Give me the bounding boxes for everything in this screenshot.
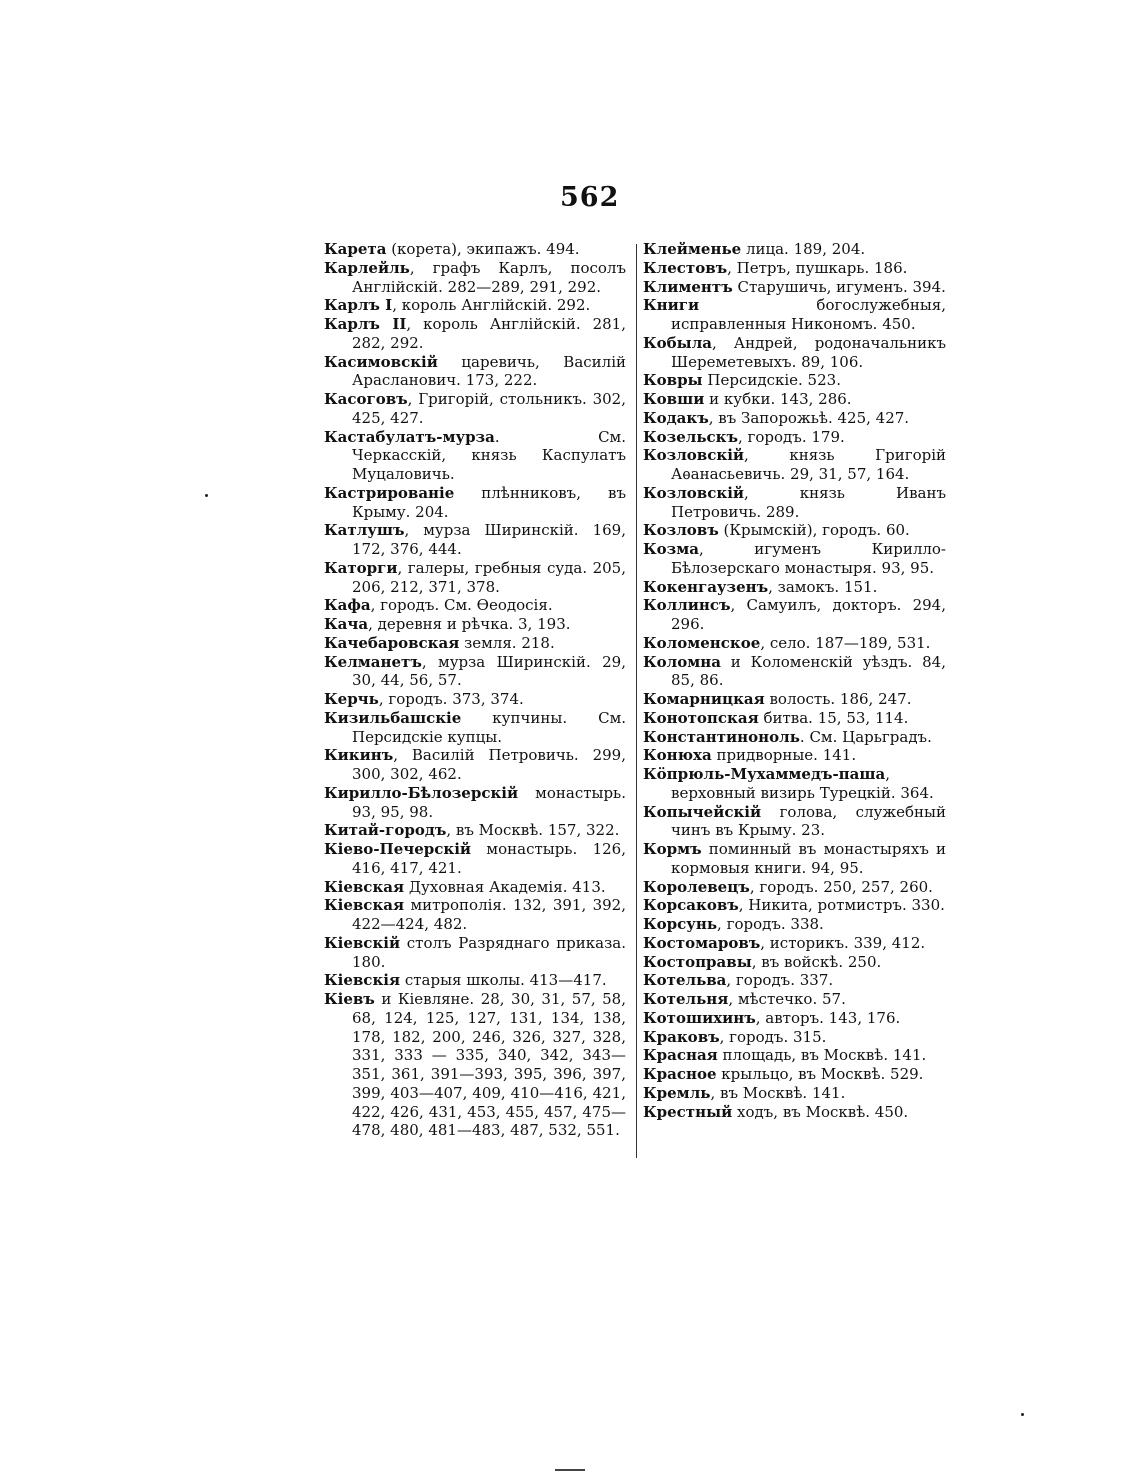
index-entry-heading: Книги: [643, 296, 700, 315]
index-entry-heading: Карлъ I: [324, 296, 393, 315]
index-entry-details: земля. 218.: [459, 633, 555, 652]
index-entry-heading: Клейменье: [643, 240, 742, 258]
index-entry: [324, 484, 626, 522]
index-entry-details: , въ Москвѣ. 141.: [710, 1083, 846, 1102]
index-entry-heading: Касимовскій: [324, 352, 438, 371]
index-entry-heading: Ковши: [643, 390, 705, 408]
index-entry: [643, 915, 946, 934]
index-entry-heading: Костомаровъ: [643, 933, 761, 952]
index-entry-details: поминный въ монастыряхъ и кормовыя книги. 94, 95.: [671, 840, 946, 877]
index-entry-heading: Конотопская: [643, 708, 759, 727]
index-entry-details: ходъ, въ Москвѣ. 450.: [732, 1102, 909, 1121]
index-entry: [324, 821, 626, 840]
index-entry: [324, 559, 626, 597]
index-entry-details: , городъ. 250, 257, 260.: [749, 877, 933, 896]
index-entry: [643, 259, 946, 278]
index-entry-heading: Кафа: [324, 596, 371, 615]
index-entry: [643, 971, 946, 990]
index-entry-details: , городъ. 338.: [717, 915, 824, 933]
index-entry-details: царевичь, Василій Арасланович. 173, 222.: [352, 352, 626, 390]
index-entry-heading: Корсунь: [643, 915, 718, 933]
index-entry: [324, 896, 626, 934]
index-entry-details: плѣнниковъ, въ Крыму. 204.: [352, 483, 626, 521]
index-entry-heading: Керчь: [324, 690, 379, 708]
index-entry: [643, 746, 946, 765]
index-entry-details: (Крымскій), городъ. 60.: [718, 521, 910, 540]
index-entry-details: битва. 15, 53, 114.: [758, 708, 909, 727]
index-entry: [324, 971, 626, 990]
index-entry-details: и Коломенскій уѣздъ. 84, 85, 86.: [671, 652, 946, 690]
index-entry: [324, 315, 626, 353]
index-entry: [324, 296, 626, 315]
index-entry-details: купчины. См. Персидскіе купцы.: [352, 708, 626, 746]
index-entry: [643, 728, 946, 747]
index-entry-heading: Кіевская: [324, 896, 405, 915]
index-entry-heading: Кастрированіе: [324, 483, 455, 502]
index-entry: [643, 840, 946, 878]
index-entry-heading: Кіево-Печерскій: [324, 840, 472, 858]
index-entry-details: монастырь. 93, 95, 98.: [352, 783, 626, 821]
index-entry: [643, 934, 946, 953]
index-entry: [643, 540, 946, 578]
index-entry-heading: Кастабулатъ-мурза: [324, 427, 495, 446]
index-entry-details: , авторъ. 143, 176.: [755, 1008, 901, 1027]
index-entry-details: , городъ. См. Ѳеодосія.: [370, 596, 553, 615]
index-entry-details: , мурза Ширинскій. 29, 30, 44, 56, 57.: [352, 652, 626, 690]
index-entry: [324, 521, 626, 559]
index-entry-heading: Козловскій: [643, 446, 745, 465]
index-entry-heading: Крестный: [643, 1102, 733, 1121]
index-entry-heading: Корсаковъ: [643, 896, 739, 915]
index-entry-details: , деревня и рѣчка. 3, 193.: [368, 615, 571, 633]
index-entry-heading: Комарницкая: [643, 690, 765, 708]
index-entry-details: Персидскіе. 523.: [702, 371, 841, 390]
index-entry-heading: Климентъ: [643, 277, 733, 296]
index-entry: [643, 334, 946, 372]
index-entry-heading: Каторги: [324, 558, 398, 577]
index-entry: [324, 615, 626, 634]
index-entry: [643, 990, 946, 1009]
index-entry: [324, 784, 626, 822]
index-entry-heading: Константиноноль: [643, 727, 800, 746]
index-entry: [643, 296, 946, 334]
index-entry-heading: Ковры: [643, 371, 703, 390]
index-entry: [643, 390, 946, 409]
index-entry: [643, 1065, 946, 1084]
index-column-right: [643, 240, 946, 1121]
index-entry-details: , городъ. 337.: [726, 971, 834, 990]
index-entry-details: , князь Григорій Аѳанасьевичь. 29, 31, 57, 164.: [671, 446, 946, 483]
index-entry: [643, 953, 946, 972]
page-number: 562: [560, 182, 620, 213]
index-entry: [324, 390, 626, 428]
index-entry-heading: Карлъ II: [324, 315, 407, 333]
index-entry-heading: Красное: [643, 1065, 717, 1083]
index-entry-heading: Кирилло-Бѣлозерскій: [324, 783, 519, 802]
index-entry-heading: Костоправы: [643, 952, 752, 971]
index-entry-details: монастырь. 126, 416, 417, 421.: [352, 840, 626, 877]
index-column-left: [324, 240, 626, 1140]
index-entry: [643, 409, 946, 428]
index-entry: [324, 690, 626, 709]
index-entry-heading: Касоговъ: [324, 390, 408, 408]
scan-speck: [205, 494, 208, 497]
index-entry: [643, 1046, 946, 1065]
index-entry: [643, 371, 946, 390]
index-entry-details: , городъ. 373, 374.: [378, 690, 524, 708]
index-entry-details: , князь Иванъ Петровичь. 289.: [671, 483, 946, 521]
index-entry: [324, 990, 626, 1140]
index-entry: [643, 1028, 946, 1047]
index-entry: [643, 653, 946, 691]
index-entry-details: , мѣстечко. 57.: [728, 990, 846, 1008]
index-entry: [643, 634, 946, 653]
index-entry-details: голова, служебный чинъ въ Крыму. 23.: [671, 802, 946, 840]
index-entry-details: , графъ Карлъ, посолъ Англійскій. 282—289, 291, 292.: [352, 258, 626, 296]
index-entry: [324, 353, 626, 391]
index-entry-heading: Катлушъ: [324, 521, 405, 540]
index-entry-details: , игуменъ Кирилло-Бѣлозерскаго монастыря. 93, 95.: [671, 540, 946, 577]
index-entry-heading: Кіевскія: [324, 971, 401, 990]
index-entry-heading: Китай-городъ: [324, 821, 447, 840]
scan-mark: [555, 1469, 585, 1471]
index-entry-details: , король Англійскій. 281, 282, 292.: [352, 315, 626, 352]
index-entry-details: волость. 186, 247.: [764, 690, 912, 708]
index-entry-details: старыя школы. 413—417.: [400, 971, 607, 990]
index-entry-details: , историкъ. 339, 412.: [760, 933, 926, 952]
index-entry-heading: Козельскъ: [643, 427, 738, 446]
index-entry-details: , король Англійскій. 292.: [392, 296, 591, 315]
index-entry-heading: Кремль: [643, 1083, 711, 1102]
index-entry: [324, 634, 626, 653]
index-entry: [324, 878, 626, 897]
index-entry: [324, 240, 626, 259]
index-entry-heading: Кизильбашскіе: [324, 708, 462, 727]
index-entry-details: , село. 187—189, 531.: [760, 633, 931, 652]
index-entry-heading: Кіевъ: [324, 990, 375, 1008]
index-entry-details: столъ Разряднаго приказа. 180.: [352, 933, 626, 971]
index-entry-heading: Карета: [324, 240, 387, 258]
index-entry-heading: Келманетъ: [324, 652, 422, 671]
index-entry: [643, 709, 946, 728]
index-entry-details: , Василій Петровичь. 299, 300, 302, 462.: [352, 746, 626, 783]
index-entry-details: площадь, въ Москвѣ. 141.: [717, 1046, 927, 1065]
index-entry: [643, 878, 946, 897]
index-entry: [324, 428, 626, 484]
index-entry-heading: Кодакъ: [643, 408, 709, 427]
index-entry-details: , Самуилъ, докторъ. 294, 296.: [671, 596, 946, 633]
index-entry-heading: Коломенское: [643, 633, 761, 652]
index-entry-details: , галеры, гребныя суда. 205, 206, 212, 371, 378.: [352, 558, 626, 596]
index-entry: [643, 484, 946, 522]
index-entry-details: , въ Москвѣ. 157, 322.: [446, 821, 620, 840]
index-entry-details: , городъ. 179.: [738, 427, 845, 446]
index-entry: [643, 521, 946, 540]
index-entry: [643, 896, 946, 915]
index-entry: [324, 653, 626, 691]
index-entry-details: . См. Царьградъ.: [799, 727, 932, 746]
index-entry-details: крыльцо, въ Москвѣ. 529.: [716, 1065, 924, 1083]
index-entry: [643, 446, 946, 484]
index-entry-details: , верховный визирь Турецкій. 364.: [671, 765, 934, 802]
index-entry-heading: Кöпрюль-Мухаммедъ-паша: [643, 765, 886, 783]
index-entry-heading: Котошихинъ: [643, 1008, 756, 1027]
index-entry: [324, 934, 626, 972]
index-entry-details: митрополія. 132, 391, 392, 422—424, 482.: [352, 896, 626, 933]
index-entry: [324, 840, 626, 878]
index-entry: [643, 690, 946, 709]
index-entry-details: , Петръ, пушкарь. 186.: [727, 258, 908, 277]
index-entry-details: придворные. 141.: [711, 746, 857, 765]
index-entry: [643, 428, 946, 447]
index-entry-heading: Кача: [324, 615, 369, 633]
index-entry-heading: Коллинсъ: [643, 596, 731, 615]
index-entry-heading: Котельня: [643, 990, 729, 1008]
index-entry-heading: Карлейль: [324, 258, 410, 277]
index-entry-heading: Краковъ: [643, 1027, 720, 1046]
index-entry-heading: Кокенгаузенъ: [643, 577, 769, 596]
index-entry-heading: Козловъ: [643, 521, 719, 540]
index-entry-heading: Королевецъ: [643, 877, 750, 896]
index-entry: [324, 746, 626, 784]
column-divider: [636, 244, 637, 1158]
index-entry-heading: Копычейскій: [643, 802, 762, 821]
index-entry-details: лица. 189, 204.: [741, 240, 866, 258]
index-entry-heading: Кіевскій: [324, 933, 401, 952]
index-entry-heading: Котельва: [643, 971, 727, 990]
index-entry-details: богослужебныя, исправленныя Никономъ. 450.: [671, 296, 946, 333]
index-entry-details: , городъ. 315.: [719, 1027, 827, 1046]
index-entry-details: , Андрей, родоначальникъ Шереметевыхъ. 89, 106.: [671, 333, 946, 371]
index-entry-details: , мурза Ширинскій. 169, 172, 376, 444.: [352, 521, 626, 558]
index-entry-heading: Кормъ: [643, 840, 702, 858]
index-entry: [324, 596, 626, 615]
index-entry: [643, 596, 946, 634]
index-entry-heading: Конюха: [643, 746, 712, 765]
index-entry: [643, 278, 946, 297]
index-entry-details: Старушичь, игуменъ. 394.: [732, 277, 946, 296]
index-entry-details: , Григорій, стольникъ. 302, 425, 427.: [352, 390, 626, 427]
index-entry-heading: Кикинъ: [324, 746, 394, 765]
index-entry: [643, 1009, 946, 1028]
index-entry-details: , замокъ. 151.: [768, 577, 878, 596]
index-entry: [643, 240, 946, 259]
index-entry-details: (корета), экипажъ. 494.: [386, 240, 580, 258]
index-entry-heading: Кобыла: [643, 333, 712, 352]
index-entry-details: , въ войскѣ. 250.: [751, 952, 882, 971]
index-entry-heading: Качебаровская: [324, 633, 460, 652]
index-entry-heading: Коломна: [643, 652, 721, 671]
index-entry: [643, 1084, 946, 1103]
index-entry: [324, 709, 626, 747]
index-entry-heading: Козма: [643, 540, 699, 558]
index-entry: [643, 765, 946, 803]
index-entry-heading: Красная: [643, 1046, 718, 1065]
index-entry-heading: Клестовъ: [643, 258, 728, 277]
scan-speck: [1021, 1413, 1024, 1416]
index-entry-details: . См. Черкасскій, князь Каспулатъ Муцаловичь.: [352, 427, 626, 483]
index-entry: [643, 578, 946, 597]
index-entry-details: и кубки. 143, 286.: [704, 390, 852, 408]
index-entry-details: Духовная Академія. 413.: [404, 877, 606, 896]
index-entry-details: , въ Запорожьѣ. 425, 427.: [708, 408, 910, 427]
index-entry: [643, 803, 946, 841]
index-entry-heading: Кіевская: [324, 877, 405, 896]
index-entry: [643, 1103, 946, 1122]
index-entry-heading: Козловскій: [643, 483, 745, 502]
index-entry-details: и Кіевляне. 28, 30, 31, 57, 58, 68, 124, 125, 127, 131, 134, 138, 178, 182, 200, 246, 326, 327, 328, 331, 333 — 335, 340, 342, 343—351, 361, 391—393, 395, 396, 397, 399, 403—407, 409, 410—416, 421, 422, 426, 431, 453, 455, 457, 475—478, 480, 481—483, 487, 532, 551.: [352, 990, 626, 1140]
index-entry: [324, 259, 626, 297]
index-entry-details: , Никита, ротмистръ. 330.: [738, 896, 945, 915]
